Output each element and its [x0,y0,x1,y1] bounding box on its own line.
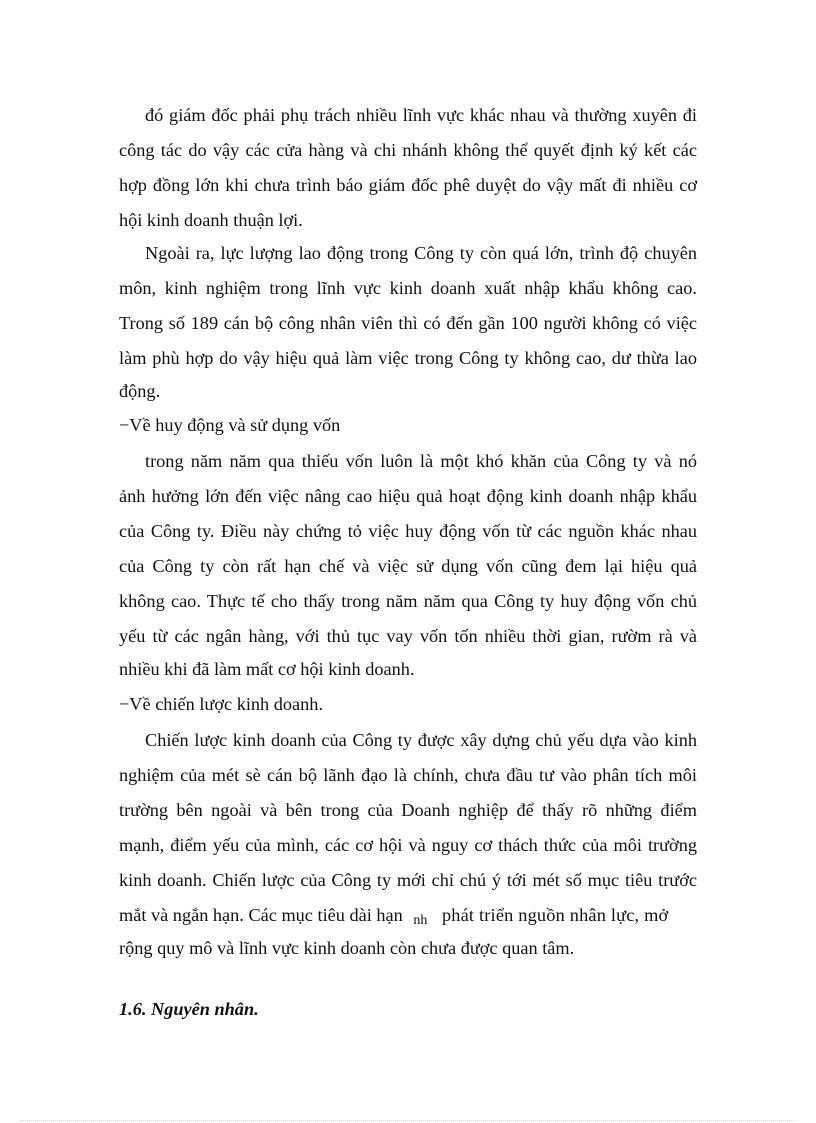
text-line: động. [119,381,161,401]
section-heading: 1.6. Nguyên nhân. [119,999,259,1019]
section-label: −Về huy động và sử dụng vốn [119,415,341,435]
text-line: của Công ty. Điều này chứng tỏ việc huy động vốn từ các nguồn khác nhau [119,521,697,541]
text-line: ảnh hưởng lớn đến việc nâng cao hiệu quả hoạt động kinh doanh nhập khẩu [119,486,697,506]
text-line: kinh doanh. Chiến lược của Công ty mới chỉ chú ý tới mét số mục tiêu trước [119,870,697,890]
text-fragment: phát triển nguồn nhân lực, mở [441,905,669,925]
section-label: −Về chiến lược kinh doanh. [119,694,324,714]
page-bottom-rule [20,1120,796,1121]
text-line: nhiều khi đã làm mất cơ hội kinh doanh. [119,659,415,679]
text-line: làm phù hợp do vậy hiệu quả làm việc trong Công ty không cao, dư thừa lao [119,348,697,368]
text-line: môn, kinh nghiệm trong lĩnh vực kinh doanh xuất nhập khẩu không cao. [119,278,697,298]
text-fragment: mắt và ngắn hạn. Các mục tiêu dài hạn [119,905,403,925]
text-line: yếu từ các ngân hàng, với thủ tục vay vốn tốn nhiều thời gian, rườm rà và [119,626,697,646]
text-line: trường bên ngoài và bên trong của Doanh nghiệp để thấy rõ những điểm [119,800,697,820]
text-line: của Công ty còn rất hạn chế và việc sử dụng vốn cũng đem lại hiệu quả [119,556,697,576]
text-line: hội kinh doanh thuận lợi. [119,210,303,230]
text-fragment-small: nh [413,913,428,928]
text-line: đó giám đốc phải phụ trách nhiều lĩnh vực khác nhau và thường xuyên đi [145,105,697,125]
text-line: rộng quy mô và lĩnh vực kinh doanh còn chưa được quan tâm. [119,938,575,958]
text-line [119,904,816,932]
text-line: hợp đồng lớn khi chưa trình báo giám đốc phê duyệt do vậy mất đi nhiều cơ [119,175,697,195]
text-line: trong năm năm qua thiếu vốn luôn là một khó khăn của Công ty và nó [145,451,697,471]
text-line: công tác do vậy các cửa hàng và chi nhánh không thể quyết định ký kết các [119,140,697,160]
text-line: Ngoài ra, lực lượng lao động trong Công ty còn quá lớn, trình độ chuyên [145,243,697,263]
text-line: không cao. Thực tế cho thấy trong năm năm qua Công ty huy động vốn chủ [119,591,697,611]
text-line: mạnh, điểm yếu của mình, các cơ hội và nguy cơ thách thức của môi trường [119,835,697,855]
text-line: Chiến lược kinh doanh của Công ty được xây dựng chủ yếu dựa vào kinh [145,730,697,750]
text-line: Trong số 189 cán bộ công nhân viên thì có đến gần 100 người không có việc [119,313,697,333]
text-line: nghiệm của mét sè cán bộ lãnh đạo là chính, chưa đầu tư vào phân tích môi [119,765,697,785]
